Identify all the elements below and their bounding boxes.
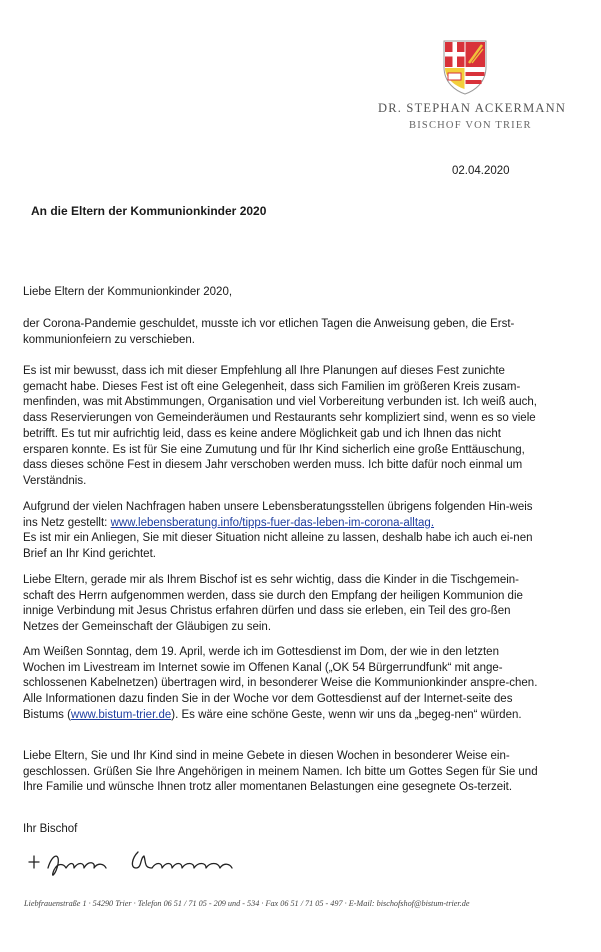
- bistum-trier-link[interactable]: www.bistum-trier.de: [70, 708, 172, 721]
- paragraph-6: Liebe Eltern, Sie und Ihr Kind sind in meine Gebete in diesen Wochen in besonderer Weise ein-geschlossen. Grüßen Sie Ihre Angehörigen in meinem Namen. Ich bitte um Gottes Segen für Sie und Ihre Familie und wünsche Ihnen trotz aller momentanen Belastungen eine gesegnete Os-terzeit.: [23, 750, 538, 794]
- diocese-crest-logo: [442, 39, 488, 95]
- paragraph-5-text-a: Am Weißen Sonntag, dem 19. April, werde ich im Gottesdienst im Dom, der wie in den letzten Wochen im Livestream im Internet sowie im Offenen Kanal („OK 54 Bürgerrundfunk“ mit ange-schlossenen Kabelnetzen) übertragen wird, in besonderer Weise die Kommunionkinder anspre-chen. Alle Informationen dazu finden Sie in der Woche vor dem Gottesdienst auf der Internet-seite des Bistums (: [23, 646, 538, 721]
- paragraph-3-text-b: Es ist mir ein Anliegen, Sie mit dieser Situation nicht alleine zu lassen, deshalb habe ich auch ei-nen Brief an Ihr Kind gerichtet.: [23, 532, 533, 561]
- paragraph-3-text-a: Aufgrund der vielen Nachfragen haben unsere Lebensberatungsstellen übrigens folgenden Hin-weis ins Netz gestellt:: [23, 501, 533, 529]
- sender-title: BISCHOF VON TRIER: [409, 120, 532, 131]
- closing: Ihr Bischof: [23, 823, 78, 835]
- salutation: Liebe Eltern der Kommunionkinder 2020,: [23, 286, 233, 298]
- sender-name: DR. STEPHAN ACKERMANN: [378, 101, 567, 115]
- letter-subject: An die Eltern der Kommunionkinder 2020: [31, 204, 267, 218]
- paragraph-4: Liebe Eltern, gerade mir als Ihrem Bischof ist es sehr wichtig, dass die Kinder in die Tischgemein-schaft des Herrn aufgenommen werden, dass sie durch den Empfang der heiligen Kommunion die innige Verbindung mit Jesus Christus erfahren dürfen und dass sie erleben, ein Teil des gro-ßen Netzes der Gemeinschaft der Gläubigen zu sein.: [23, 574, 523, 634]
- handwritten-signature: [26, 844, 236, 884]
- paragraph-1: der Corona-Pandemie geschuldet, musste ich vor etlichen Tagen die Anweisung geben, die Erst-kommunionfeiern zu verschieben.: [23, 318, 515, 346]
- paragraph-3: [23, 500, 541, 563]
- paragraph-5-text-b: ). Es wäre eine schöne Geste, wenn wir uns da „begeg-nen“ würden.: [171, 708, 522, 721]
- lebensberatung-link[interactable]: www.lebensberatung.info/tipps-fuer-das-leben-im-corona-alltag.: [110, 516, 435, 529]
- letter-date: 02.04.2020: [452, 165, 510, 177]
- letterhead-footer: Liebfrauenstraße 1 · 54290 Trier · Telefon 06 51 / 71 05 - 209 und - 534 · Fax 06 51 / 71 05 - 497 · E-Mail: bischofshof@bistum-trier.de: [24, 899, 470, 908]
- paragraph-5: [23, 645, 541, 724]
- paragraph-2: Es ist mir bewusst, dass ich mit dieser Empfehlung all Ihre Planungen auf dieses Fest zunichte gemacht habe. Dieses Fest ist oft eine Gelegenheit, dass sich Familien im größeren Kreis zusam-menfinden, was mit Abstimmungen, Organisation und viel Vorbereitung verbunden ist. Ich weiß auch, dass Reservierungen von Gemeinderäumen und Restaurants sehr kompliziert sind, wenn es so viele betrifft. Es tut mir aufrichtig leid, dass es keine andere Möglichkeit gab und ich Ihnen das nicht ersparen konnte. Es ist für Sie eine Zumutung und für Ihr Kind sicherlich eine große Enttäuschung, dass dieses schöne Fest in diesem Jahr verschoben werden muss. Ich bitte dafür noch einmal um Verständnis.: [23, 365, 537, 487]
